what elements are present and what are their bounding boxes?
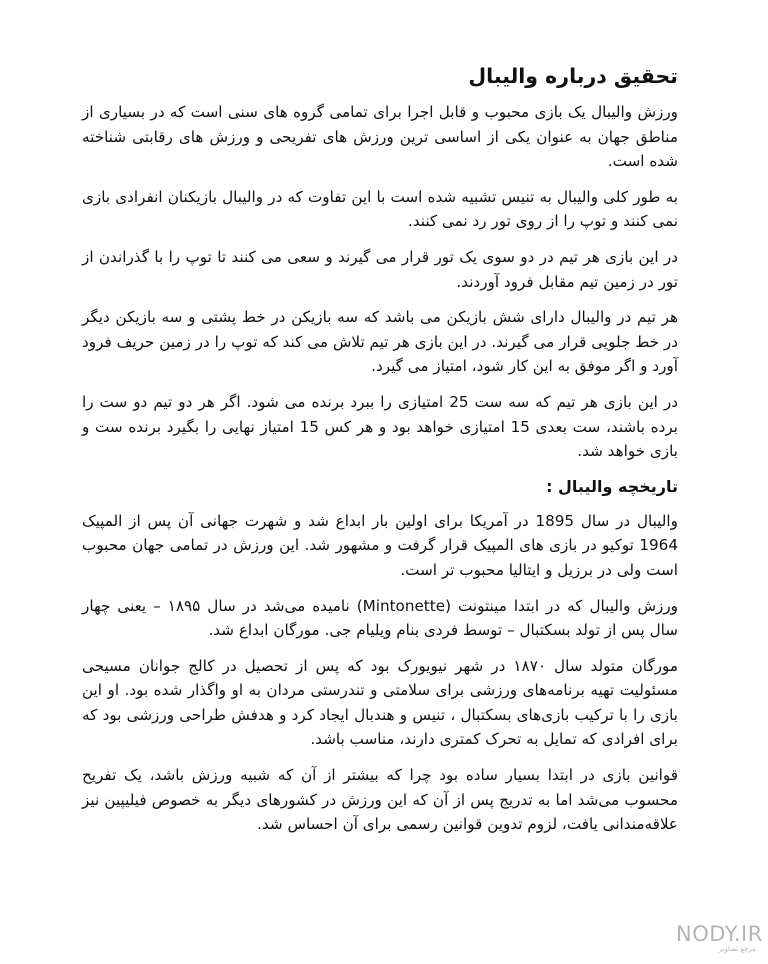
- page-title: تحقیق درباره والیبال: [468, 64, 678, 88]
- intro-paragraph-4: هر تیم در والیبال دارای شش بازیکن می باشد که سه بازیکن در خط پشتی و سه بازیکن دیگر در خط جلویی قرار می گیرند. در این بازی هر تیم تلاش می کند که توپ را در زمین حریف فرود آورد و اگر موفق به این کار شود، امتیاز می گیرد.: [82, 308, 678, 376]
- site-watermark: [676, 922, 763, 954]
- watermark-site-name: NODY.IR: [676, 922, 763, 946]
- history-heading: تاریخچه والیبال :: [546, 476, 678, 496]
- intro-paragraph-2: به طور کلی والیبال به تنیس تشبیه شده است با این تفاوت که در والیبال بازیکنان انفرادی بازی نمی کنند و توپ را از روی تور رد نمی کنند.: [82, 187, 678, 231]
- history-paragraph-2: ورزش والیبال که در ابتدا مینتونت (Mintonette) نامیده می‌شد در سال ۱۸۹۵ – یعنی چهار سال پس از تولد بسکتبال – توسط فردی بنام ویلیام جی. مورگان ابداع شد.: [82, 596, 678, 640]
- intro-paragraph-1: ورزش والیبال یک بازی محبوب و قابل اجرا برای تمامی گروه های سنی است که در بسیاری از مناطق جهان به عنوان یکی از اساسی ترین ورزش های تفریحی و ورزش های رقابتی شناخته شده است.: [82, 103, 678, 171]
- intro-paragraph-5: در این بازی هر تیم که سه ست 25 امتیازی را ببرد برنده می شود. اگر هر دو تیم دو ست را برده باشند، ست بعدی 15 امتیازی خواهد بود و هر کس 15 امتیاز نهایی را بگیرد برنده ست و بازی خواهد شد.: [82, 392, 678, 461]
- history-paragraph-4: قوانین بازی در ابتدا بسیار ساده بود چرا که بیشتر از آن که شبیه ورزش باشد، یک تفریح محسوب می‌شد اما به تدریج پس از آن که این ورزش در کشورهای دیگر به خصوص فیلیپین نیز علاقه‌مندانی یافت، لزوم تدوین قوانین رسمی برای آن احساس شد.: [82, 766, 678, 834]
- watermark-tagline: مرجع تصاویر: [718, 945, 756, 953]
- intro-paragraph-3: در این بازی هر تیم در دو سوی یک تور قرار می گیرند و سعی می کنند تا توپ را با گذراندن از تور در زمین تیم مقابل فرود آوردند.: [82, 247, 678, 291]
- history-paragraph-3: مورگان متولد سال ۱۸۷۰ در شهر نیویورک بود که پس از تحصیل در کالج جوانان مسیحی مسئولیت تهیه برنامه‌های ورزشی برای سلامتی و تندرستی مردان به او واگذار شده بود. او این بازی را با ترکیب بازی‌های بسکتبال ، تنیس و هندبال ایجاد کرد و هدفش طراحی ورزشی بود که برای افرادی که تمایل به تحرک کمتری دارند، مناسب باشد.: [82, 656, 678, 749]
- document-page: [82, 62, 678, 848]
- history-paragraph-1: والیبال در سال 1895 در آمریکا برای اولین بار ابداع شد و شهرت جهانی آن پس از المپیک 1964 توکیو در بازی های المپیک قرار گرفت و مشهور شد. این ورزش در تمامی جهان محبوب است ولی در برزیل و ایتالیا محبوب تر است.: [82, 511, 678, 579]
